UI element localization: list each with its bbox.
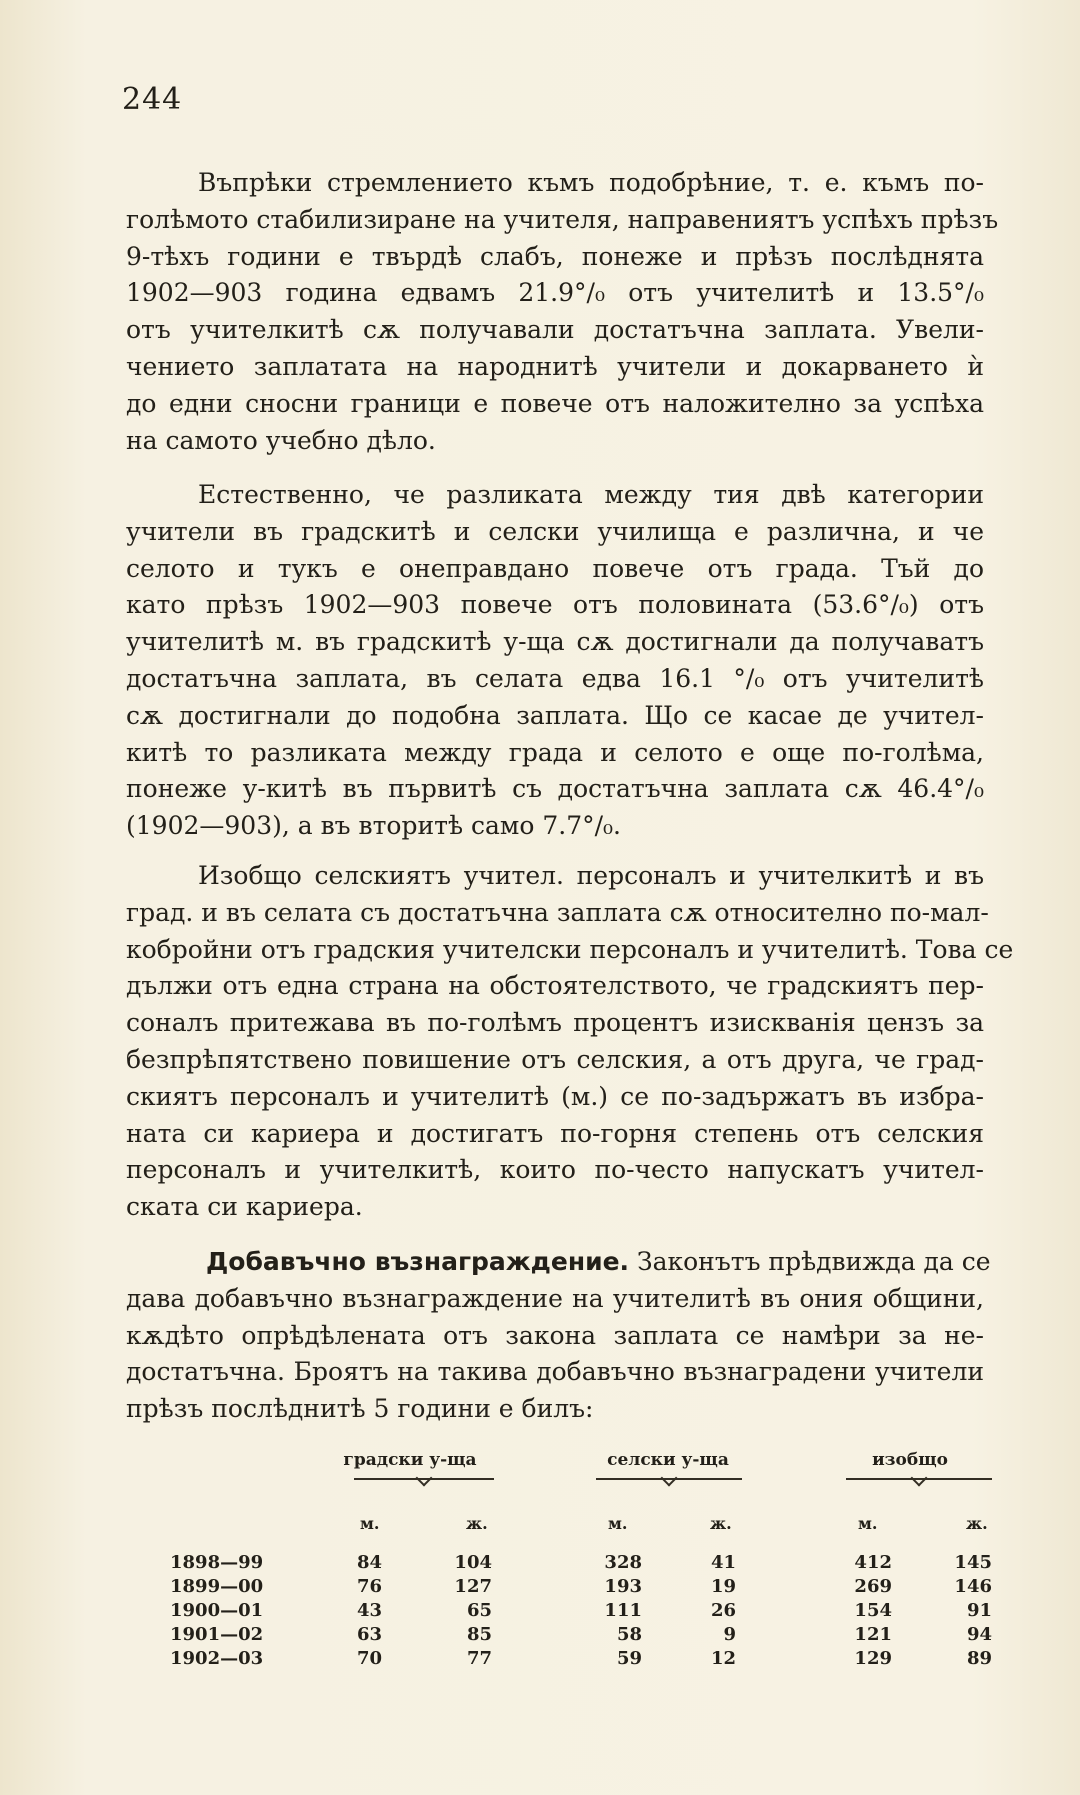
table-cell: 85 [466,1624,492,1645]
table-cell: 26 [710,1600,736,1621]
table-cell: 328 [604,1552,642,1573]
table-cell: 70 [356,1648,382,1669]
table-cell: 91 [966,1600,992,1621]
table-sub-header: ж. [966,1514,988,1533]
table-row [170,1624,1000,1648]
table-cell: 154 [854,1600,892,1621]
table-cell: 77 [466,1648,492,1669]
table-row [170,1552,1000,1576]
text-line: учители въ градскитѣ и селски училища е различна, и че [126,516,984,546]
paragraph-2 [126,477,984,845]
table-cell: 65 [466,1600,492,1621]
text-line: понеже у-китѣ въ първитѣ съ достатъчна заплата сѫ 46.4°/₀ [126,774,984,804]
table-group-header: селски у-ща [607,1450,729,1470]
text-line: китѣ то разликата между града и селото е още по-голѣма, [126,737,984,767]
text-line: (1902—903), а въ вторитѣ само 7.7°/₀. [126,811,621,841]
table-sub-header: м. [360,1514,380,1533]
table-cell: 104 [454,1552,492,1573]
text-line: Изобщо селскиятъ учител. персоналъ и учителкитѣ и въ [198,861,984,890]
table-cell: 19 [710,1576,736,1597]
text-line: сѫ достигнали до подобна заплата. Що се касае де учител- [126,700,984,730]
table-brace [354,1478,494,1492]
text-line: Въпрѣки стремлението къмъ подобрѣние, т. е. къмъ по- [198,168,984,197]
table-cell: 58 [616,1624,642,1645]
table-brace [596,1478,742,1492]
text-line: скиятъ персоналъ и учителитѣ (м.) се по-задържатъ въ избра- [126,1081,984,1111]
text-line: ната си кариера и достигатъ по-горня степень отъ селския [126,1118,984,1148]
text-line: дължи отъ една страна на обстоятелството, че градскиятъ пер- [126,971,984,1001]
table-sub-header: м. [608,1514,628,1533]
text-line: чението заплатата на народнитѣ учители и докарването ѝ [126,351,984,381]
paragraph-3 [126,858,1014,1226]
text-line: Законътъ прѣдвижда да се [637,1247,991,1276]
table-cell: 269 [854,1576,892,1597]
table-cell-year: 1901—02 [170,1624,264,1645]
table-cell-year: 1902—03 [170,1648,264,1669]
text-line: на самото учебно дѣло. [126,425,436,455]
text-line: селото и тукъ е онеправдано повече отъ града. Тъй до [126,553,984,583]
table-cell: 111 [604,1600,642,1621]
table-cell-year: 1898—99 [170,1552,264,1573]
table-cell: 412 [854,1552,892,1573]
table-cell: 84 [356,1552,382,1573]
paragraph-1 [126,165,999,459]
page-number: 244 [122,82,183,117]
table-sub-header: м. [858,1514,878,1533]
table-group-header: градски у-ща [343,1450,477,1470]
table-brace [846,1478,992,1492]
table-cell: 41 [710,1552,736,1573]
text-line: 9-тѣхъ години е твърдѣ слабъ, понеже и прѣзъ послѣднята [126,241,984,271]
text-line: до едни сносни граници е повече отъ наложително за успѣха [126,388,984,418]
text-line: персоналъ и учителкитѣ, които по-често напускатъ учител- [126,1155,984,1185]
table-cell: 94 [966,1624,992,1645]
table-cell: 145 [954,1552,992,1573]
table-cell: 121 [854,1624,892,1645]
table-row [170,1576,1000,1600]
text-line: достатъчна заплата, въ селата едва 16.1 °/₀ отъ учителитѣ [126,663,984,693]
text-line: отъ учителкитѣ сѫ получавали достатъчна заплата. Увели- [126,315,984,345]
table-cell-year: 1900—01 [170,1600,264,1621]
text-line: ската си кариера. [126,1192,363,1222]
table-sub-header: ж. [466,1514,488,1533]
table-cell: 12 [710,1648,736,1669]
text-line: като прѣзъ 1902—903 повече отъ половината (53.6°/₀) отъ [126,590,984,620]
table-group-header: изобщо [872,1450,948,1470]
table-cell: 43 [356,1600,382,1621]
text-line: голѣмото стабилизиране на учителя, направениятъ успѣхъ прѣзъ [126,204,999,234]
text-line: достатъчна. Броятъ на такива добавъчно възнаградени учители [126,1357,984,1387]
text-line: дава добавъчно възнаграждение на учителитѣ въ ония общини, [126,1283,984,1313]
text-line: Естественно, че разликата между тия двѣ категории [198,480,984,509]
table-cell: 76 [356,1576,382,1597]
text-line: 1902—903 година едвамъ 21.9°/₀ отъ учителитѣ и 13.5°/₀ [126,278,984,308]
section-heading: Добавъчно възнаграждение. [206,1247,630,1276]
table-sub-header: ж. [710,1514,732,1533]
table-row [170,1600,1000,1624]
table-cell: 146 [954,1576,992,1597]
table-cell-year: 1899—00 [170,1576,264,1597]
text-line: прѣзъ послѣднитѣ 5 години е билъ: [126,1394,594,1424]
text-line: град. и въ селата съ достатъчна заплата сѫ относително по-мал- [126,897,989,927]
section-additional-remuneration [126,1244,991,1428]
section-first-line [126,1244,991,1281]
text-line: учителитѣ м. въ градскитѣ у-ща сѫ достигнали да получаватъ [126,627,984,657]
table-cell: 193 [604,1576,642,1597]
table-cell: 63 [356,1624,382,1645]
table-cell: 59 [616,1648,642,1669]
text-line: кѫдѣто опрѣдѣлената отъ закона заплата се намѣри за не- [126,1320,984,1350]
table-cell: 89 [966,1648,992,1669]
text-line: соналъ притежава въ по-голѣмъ процентъ изискванія цензъ за [126,1008,984,1038]
table-cell: 129 [854,1648,892,1669]
table-cell: 9 [723,1624,736,1645]
text-line: кобройни отъ градския учителски персоналъ и учителитѣ. Това се [126,934,1014,964]
text-line: безпрѣпятствено повишение отъ селския, а отъ друга, че град- [126,1044,984,1074]
table-row [170,1648,1000,1672]
table-cell: 127 [454,1576,492,1597]
